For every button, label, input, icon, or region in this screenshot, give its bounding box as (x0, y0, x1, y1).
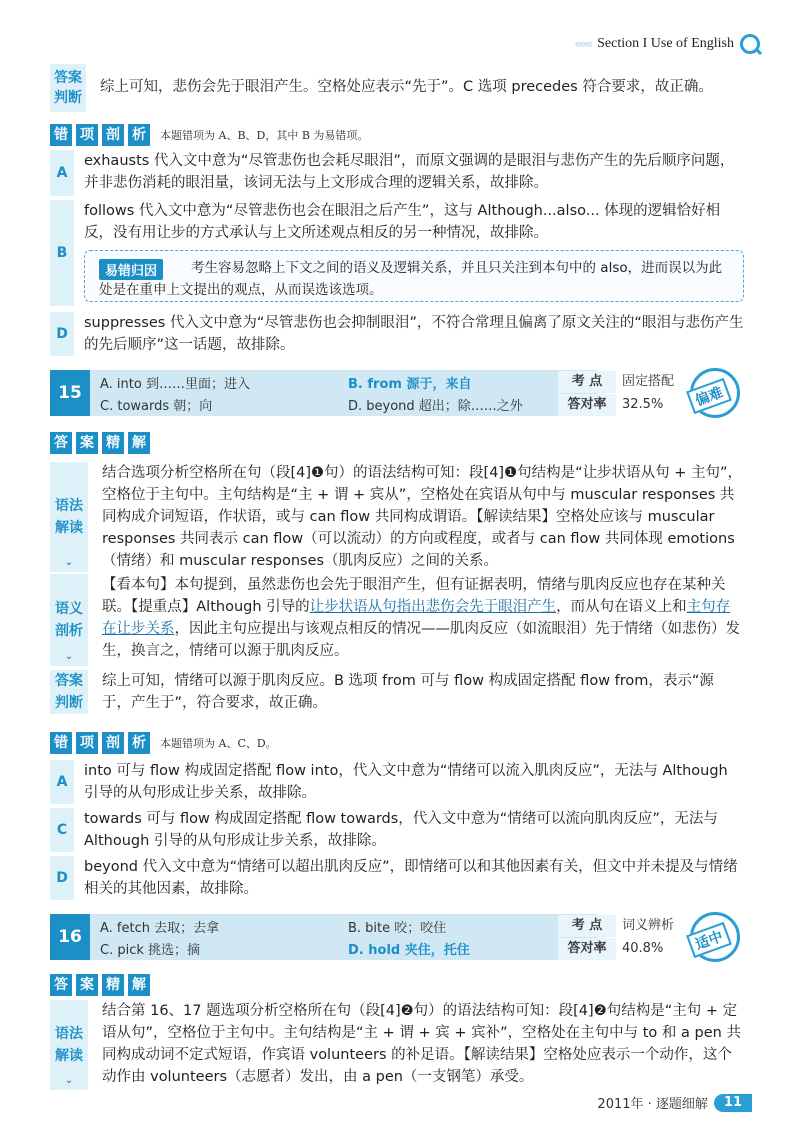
option-letter-d: D (50, 312, 74, 356)
option-c: C. pick 挑选；摘 (100, 943, 201, 958)
wrong-items-heading: 错 项 剖 析 本题错项为 A、C、D。 (50, 732, 277, 754)
chevrons-icon: ‹‹‹‹‹‹ (574, 37, 592, 51)
answer-judgement-tag: 答案判断 (50, 64, 86, 112)
wrong-items-heading: 错 项 剖 析 本题错项为 A、B、D，其中 B 为易错项。 (50, 124, 368, 146)
footer-label: 2011年 · 逐题细解 (597, 1097, 708, 1112)
option-b: B. bite 咬；咬住 (348, 921, 447, 936)
point-value: 词义辨析 (622, 918, 675, 933)
grammar-tag: 语法解读 ⌄ (50, 1000, 88, 1090)
search-q-icon (740, 34, 760, 54)
option-letter-d: D (50, 856, 74, 900)
answer-tag: 答案判断 (50, 670, 88, 714)
options-panel (90, 370, 598, 416)
option-letter-a: A (50, 760, 74, 804)
point-value: 固定搭配 (622, 374, 675, 389)
question-meta (558, 914, 742, 960)
difficulty-stamp: 适中 (690, 912, 740, 962)
difficulty-stamp: 偏难 (690, 368, 740, 418)
option-letter-b: B (50, 200, 74, 306)
grammar-text: 结合选项分析空格所在句（段[4]❶句）的语法结构可知：段[4]❶句结构是“让步状语从句 + 主句”，空格位于主句中。主句结构是“主 + 谓 + 宾从”，空格处在宾语从句中与 muscular responses 共同构成介词短语，作状语，或与 can flow 共同构成谓语。【解读结果】空格处应该与 muscular responses 共同表示 can flow（可以流动）的方向或程度，或者与 can flow 共同体现 emotions（情绪）和 muscular responses（肌肉反应）之间的关系。 (102, 465, 742, 569)
option-d: D. hold 夹住，托住 (348, 943, 470, 958)
page-footer (597, 1093, 752, 1112)
option-b: B. from 源于，来自 (348, 377, 472, 392)
question-number: 16 (50, 914, 90, 960)
point-label: 考 点 (558, 371, 616, 393)
answer-text: 综上可知，情绪可以源于肌肉反应。B 选项 from 可与 flow 构成固定搭配 flow from，表示“源于，产生于”，符合要求，故正确。 (102, 673, 714, 711)
rate-label: 答对率 (558, 394, 616, 416)
option-letter-a: A (50, 150, 74, 196)
rate-value: 32.5% (622, 397, 664, 412)
point-label: 考 点 (558, 915, 616, 937)
question-number: 15 (50, 370, 90, 416)
error-cause-box (84, 250, 744, 302)
grammar-tag: 语法解读 ⌄ (50, 462, 88, 572)
option-a: A. into 到……里面；进入 (100, 377, 250, 392)
rate-value: 40.8% (622, 941, 664, 956)
analysis-heading: 答 案 精 解 (50, 432, 150, 454)
options-panel (90, 914, 598, 960)
option-c: C. towards 朝；向 (100, 399, 213, 414)
wrong-item-text: beyond 代入文中意为“情绪可以超出肌肉反应”，即情绪可以和其他因素有关，但文中并未提及与情绪相关的其他因素，故排除。 (84, 859, 738, 897)
wrong-item-text: suppresses 代入文中意为“尽管悲伤也会抑制眼泪”，不符合常理且偏离了原文关注的“眼泪与悲伤产生的先后顺序”这一话题，故排除。 (84, 315, 744, 353)
rate-label: 答对率 (558, 938, 616, 960)
error-cause-label: 易错归因 (99, 259, 163, 280)
question-meta (558, 370, 742, 416)
wrong-item-text: towards 可与 flow 构成固定搭配 flow towards，代入文中意为“情绪可以流向肌肉反应”，无法与 Although 引导的从句形成让步关系，故排除。 (84, 811, 718, 849)
wrong-item-text: follows 代入文中意为“尽管悲伤也会在眼泪之后产生”，这与 Although...also... 体现的逻辑恰好相反，没有用让步的方式承认与上文所述观点相反的另一种情况，故排除。 (84, 203, 721, 241)
answer-judgement-text: 综上可知，悲伤会先于眼泪产生。空格处应表示“先于”。C 选项 precedes 符合要求，故正确。 (100, 79, 713, 95)
option-letter-c: C (50, 808, 74, 852)
option-d: D. beyond 超出；除……之外 (348, 399, 523, 414)
section-title: Section I Use of English (597, 36, 734, 51)
wrong-item-text: into 可与 flow 构成固定搭配 flow into，代入文中意为“情绪可以流入肌肉反应”，无法与 Although 引导的从句形成让步关系，故排除。 (84, 763, 728, 801)
question-bar-15 (50, 370, 742, 416)
semantic-text: 【看本句】本句提到，虽然悲伤也会先于眼泪产生，但有证据表明，情绪与肌肉反应也存在某种关联。【提重点】Although 引导的让步状语从句指出悲伤会先于眼泪产生，而从句在语义上和主句存在让步关系，因此主句应提出与该观点相反的情况——肌肉反应（如流眼泪）先于情绪（如悲伤）发生，换言之，情绪可以源于肌肉反应。 (102, 577, 740, 659)
option-a: A. fetch 去取；去拿 (100, 921, 220, 936)
analysis-heading: 答 案 精 解 (50, 974, 150, 996)
semantic-tag: 语义剖析 ⌄ (50, 574, 88, 666)
page-header (574, 34, 760, 54)
error-cause-text: 考生容易忽略上下文之间的语义及逻辑关系，并且只关注到本句中的 also，进而误以为此处是在重申上文提出的观点，从而误选该选项。 (99, 260, 723, 298)
page-number: 11 (714, 1094, 752, 1112)
question-bar-16 (50, 914, 742, 960)
grammar-text: 结合第 16、17 题选项分析空格所在句（段[4]❷句）的语法结构可知：段[4]❷句结构是“主句 + 定语从句”，空格位于主句中。主句结构是“主 + 谓 + 宾 + 宾补”，空格处在主句中与 to 和 a pen 共同构成动词不定式短语，作宾语 volunteers 的补足语。【解读结果】空格处应表示一个动作，这个动作由 volunteers（志愿者）发出，由 a pen（一支钢笔）承受。 (102, 1003, 741, 1085)
wrong-item-text: exhausts 代入文中意为“尽管悲伤也会耗尽眼泪”，而原文强调的是眼泪与悲伤产生的先后顺序问题，并非悲伤消耗的眼泪量，该词无法与上文形成合理的逻辑关系，故排除。 (84, 153, 735, 191)
